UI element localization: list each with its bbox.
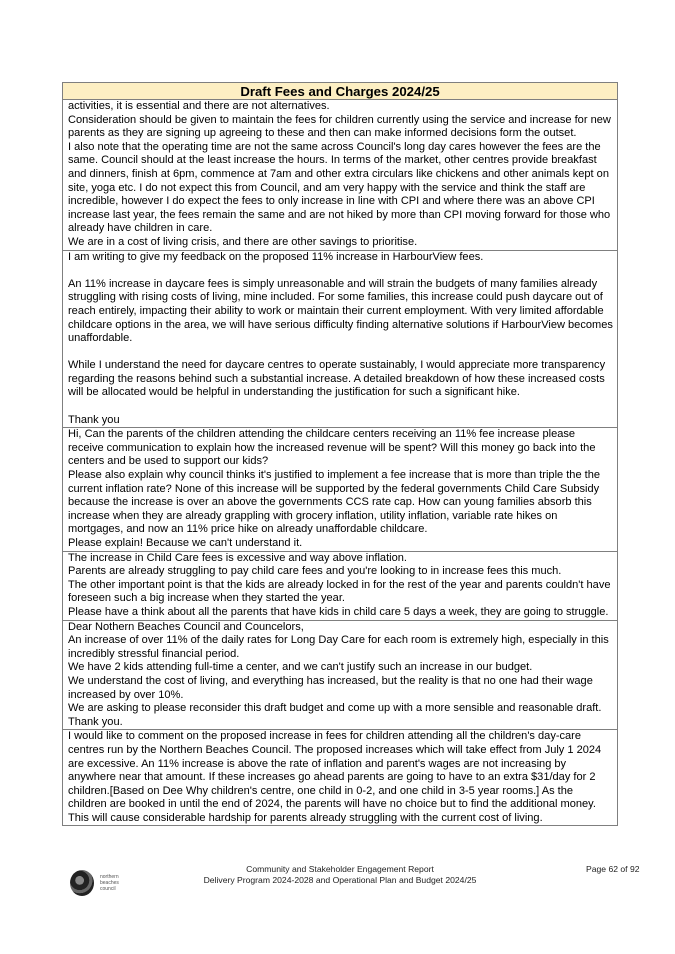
feedback-paragraph: The other important point is that the kids are already locked in for the rest of the year and parents couldn't have foreseen such a big increase when they started the year.	[68, 578, 611, 605]
blank-line	[68, 264, 613, 278]
feedback-row	[63, 100, 617, 251]
feedback-paragraph: Dear Nothern Beaches Council and Councelors,	[68, 620, 304, 633]
feedback-paragraph: Please have a think about all the parents that have kids in child care 5 days a week, they are going to struggle.	[68, 605, 609, 618]
page-footer	[0, 864, 675, 904]
feedback-paragraph: Consideration should be given to maintain the fees for children currently using the service and increase for new parents as they are signing up agreeing to these and then can make informed decisions form the outset.	[68, 113, 611, 140]
feedback-paragraph: I am writing to give my feedback on the proposed 11% increase in HarbourView fees.	[68, 250, 484, 263]
feedback-paragraph: An increase of over 11% of the daily rates for Long Day Care for each room is extremely high, especially in this incredibly stressful financial period.	[68, 634, 609, 660]
table-body	[63, 100, 617, 825]
page-number: Page 62 of 92	[586, 864, 640, 874]
feedback-paragraph: We understand the cost of living, and everything has increased, but the reality is that no one had their wage increased by over 10%.	[68, 674, 593, 701]
feedback-row	[63, 251, 617, 429]
northern-beaches-council-logo	[70, 870, 130, 898]
footer-report-subtitle: Delivery Program 2024-2028 and Operational Plan and Budget 2024/25	[203, 875, 477, 885]
feedback-paragraph: We are in a cost of living crisis, and there are other savings to prioritise.	[68, 235, 418, 248]
logo-text	[100, 874, 119, 892]
feedback-table	[62, 82, 618, 826]
table-header-title: Draft Fees and Charges 2024/25	[63, 83, 617, 100]
blank-line	[68, 346, 613, 360]
logo-line-1: northern	[100, 874, 119, 880]
feedback-paragraph: We have 2 kids attending full-time a center, and we can't justify such an increase in our budget.	[68, 661, 533, 674]
feedback-paragraph: Thank you.	[68, 715, 123, 728]
feedback-row	[63, 428, 617, 551]
feedback-paragraph: The increase in Child Care fees is excessive and way above inflation.	[68, 551, 407, 564]
feedback-paragraph: An 11% increase in daycare fees is simply unreasonable and will strain the budgets of many families already struggling with rising costs of living, mine included. For some families, this increase could push daycare out of reach entirely, impacting their ability to work or maintain their current employment. With very limited affordable childcare options in the area, we will have serious difficulty finding alternative solutions if HarbourView becomes unaffordable.	[68, 277, 613, 345]
feedback-paragraph: I also note that the operating time are not the same across Council's long day cares however the fees are the same. Council should at the least increase the hours. In terms of the market, other centres provide breakfast and dinners, finish at 6pm, commence at 7am and other extra circulars like chickens and other animals kept on site, yoga etc. I do not expect this from Council, and am very happy with the service and think the staff are incredible, however I do expect the fees to only increase in line with CPI and where there was an above CPI increase last year, the fees remain the same and are not hiked by more than CPI moving forward for those who already have children in care.	[68, 140, 611, 235]
logo-line-2: beaches	[100, 880, 119, 886]
feedback-row	[63, 552, 617, 621]
logo-line-3: council	[100, 886, 116, 892]
feedback-row	[63, 621, 617, 731]
feedback-paragraph: Thank you	[68, 413, 120, 426]
feedback-paragraph: activities, it is essential and there are not alternatives.	[68, 100, 330, 112]
feedback-paragraph: Please also explain why council thinks it's justified to implement a fee increase that is more than triple the the current inflation rate? None of this increase will be supported by the federal governments Child Care Subsidy because the increase is over an above the governments CCS rate cap. How can young families absorb this increase when they are already grappling with grocery inflation, utility inflation, variable rate hikes on mortgages, and now an 11% price hike on already unaffordable childcare.	[68, 469, 601, 536]
feedback-paragraph: We are asking to please reconsider this draft budget and come up with a more sensible and reasonable draft.	[68, 702, 602, 715]
blank-line	[68, 400, 613, 414]
feedback-paragraph: Hi, Can the parents of the children attending the childcare centers receiving an 11% fee increase please receive communication to explain how the increased revenue will be spent? Will this money go back into the centers and be used to support our kids?	[68, 428, 596, 468]
feedback-paragraph: I would like to comment on the proposed increase in fees for children attending all the children's day-care centres run by the Northern Beaches Council. The proposed increases which will take effect from July 1 2024 are excessive. An 11% increase is above the rate of inflation and parent's wages are not increasing by anywhere near that amount. If these increases go ahead parents are going to have to an extra $31/day for 2 children.[Based on Dee Why children's centre, one child in 0-2, and one child in 3-5 year rooms.] As the children are booked in until the end of 2024, the parents will have no choice but to find the additional money. This will cause considerable hardship for parents already struggling with the current cost of living.	[68, 730, 602, 824]
feedback-row	[63, 730, 617, 825]
feedback-paragraph: Parents are already struggling to pay child care fees and you're looking to in increase fees this much.	[68, 565, 562, 578]
footer-report-info	[180, 864, 500, 886]
council-logo-icon	[70, 870, 94, 896]
feedback-paragraph: Please explain! Because we can't understand it.	[68, 537, 303, 549]
feedback-paragraph: While I understand the need for daycare centres to operate sustainably, I would appreciate more transparency regarding the reasons behind such a substantial increase. A detailed breakdown of how these increased costs will be allocated would be helpful in understanding the justification for such a significant hike.	[68, 359, 606, 399]
footer-report-title: Community and Stakeholder Engagement Report	[246, 864, 434, 874]
